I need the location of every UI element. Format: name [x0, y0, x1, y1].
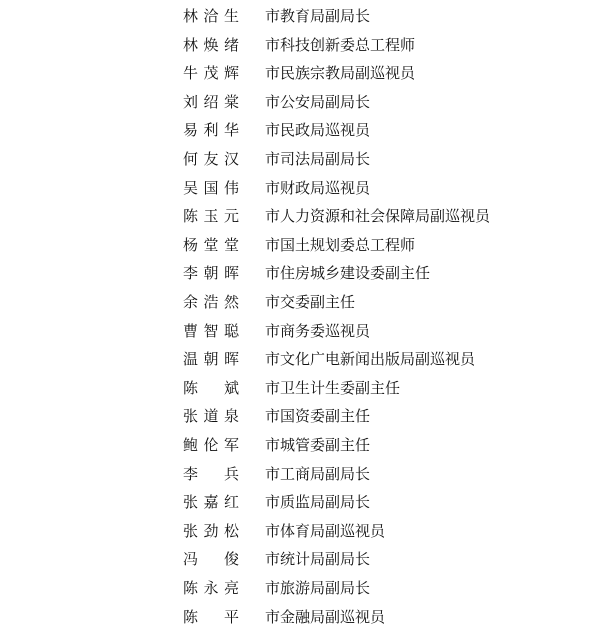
person-title: 市文化广电新闻出版局副巡视员	[265, 350, 476, 369]
list-item	[0, 460, 600, 488]
list-item	[0, 145, 600, 173]
person-title: 市人力资源和社会保障局副巡视员	[265, 207, 491, 226]
person-title: 市体育局副巡视员	[265, 521, 386, 540]
list-item	[0, 431, 600, 459]
person-title: 市科技创新委总工程师	[265, 35, 416, 54]
list-item	[0, 603, 600, 631]
list-item	[0, 31, 600, 59]
person-name: 杨堂堂	[183, 235, 239, 254]
list-item	[0, 288, 600, 316]
person-name: 林焕绪	[183, 35, 239, 54]
person-name: 牛茂辉	[183, 64, 239, 83]
list-item	[0, 2, 600, 30]
person-title: 市质监局副局长	[265, 493, 371, 512]
person-title: 市商务委巡视员	[265, 321, 371, 340]
person-title: 市住房城乡建设委副主任	[265, 264, 431, 283]
person-name: 刘绍棠	[183, 92, 239, 111]
list-item	[0, 345, 600, 373]
person-name: 易利华	[183, 121, 239, 140]
person-name: 吴国伟	[183, 178, 239, 197]
person-title: 市交委副主任	[265, 293, 356, 311]
person-title: 市金融局副巡视员	[265, 607, 386, 626]
list-item	[0, 202, 600, 230]
person-title: 市工商局副局长	[265, 464, 371, 483]
person-title: 市国资委副主任	[265, 407, 371, 426]
person-name: 陈永亮	[183, 579, 239, 597]
person-name: 陈 斌	[183, 378, 239, 397]
person-name: 张劲松	[183, 521, 239, 540]
person-name: 陈玉元	[183, 207, 239, 226]
person-title: 市民政局巡视员	[265, 121, 371, 140]
person-title: 市司法局副局长	[265, 150, 371, 168]
person-title: 市国土规划委总工程师	[265, 235, 416, 254]
list-item	[0, 402, 600, 430]
person-title: 市财政局巡视员	[265, 178, 371, 197]
person-title: 市教育局副局长	[265, 7, 371, 25]
list-item	[0, 374, 600, 402]
person-title: 市卫生计生委副主任	[265, 378, 401, 397]
person-name: 温朝晖	[183, 350, 239, 369]
list-item	[0, 116, 600, 144]
person-name: 余浩然	[183, 293, 239, 311]
list-item	[0, 574, 600, 602]
list-item	[0, 88, 600, 116]
person-name: 曹智聪	[183, 321, 239, 340]
list-item	[0, 259, 600, 287]
person-name: 林洽生	[183, 7, 239, 25]
list-item	[0, 488, 600, 516]
person-name: 鲍伦军	[183, 436, 239, 454]
person-name: 李 兵	[183, 464, 239, 483]
person-title: 市公安局副局长	[265, 92, 371, 111]
person-title: 市城管委副主任	[265, 436, 371, 454]
person-name: 张嘉红	[183, 493, 239, 512]
list-item	[0, 517, 600, 545]
person-name: 何友汉	[183, 150, 239, 168]
person-name: 陈 平	[183, 607, 239, 626]
list-item	[0, 59, 600, 87]
list-item	[0, 545, 600, 573]
person-title: 市民族宗教局副巡视员	[265, 64, 416, 83]
person-name: 张道泉	[183, 407, 239, 426]
list-item	[0, 317, 600, 345]
person-title: 市统计局副局长	[265, 550, 371, 569]
person-title: 市旅游局副局长	[265, 579, 371, 597]
list-item	[0, 231, 600, 259]
person-name: 李朝晖	[183, 264, 239, 283]
list-item	[0, 174, 600, 202]
person-name: 冯 俊	[183, 550, 239, 569]
